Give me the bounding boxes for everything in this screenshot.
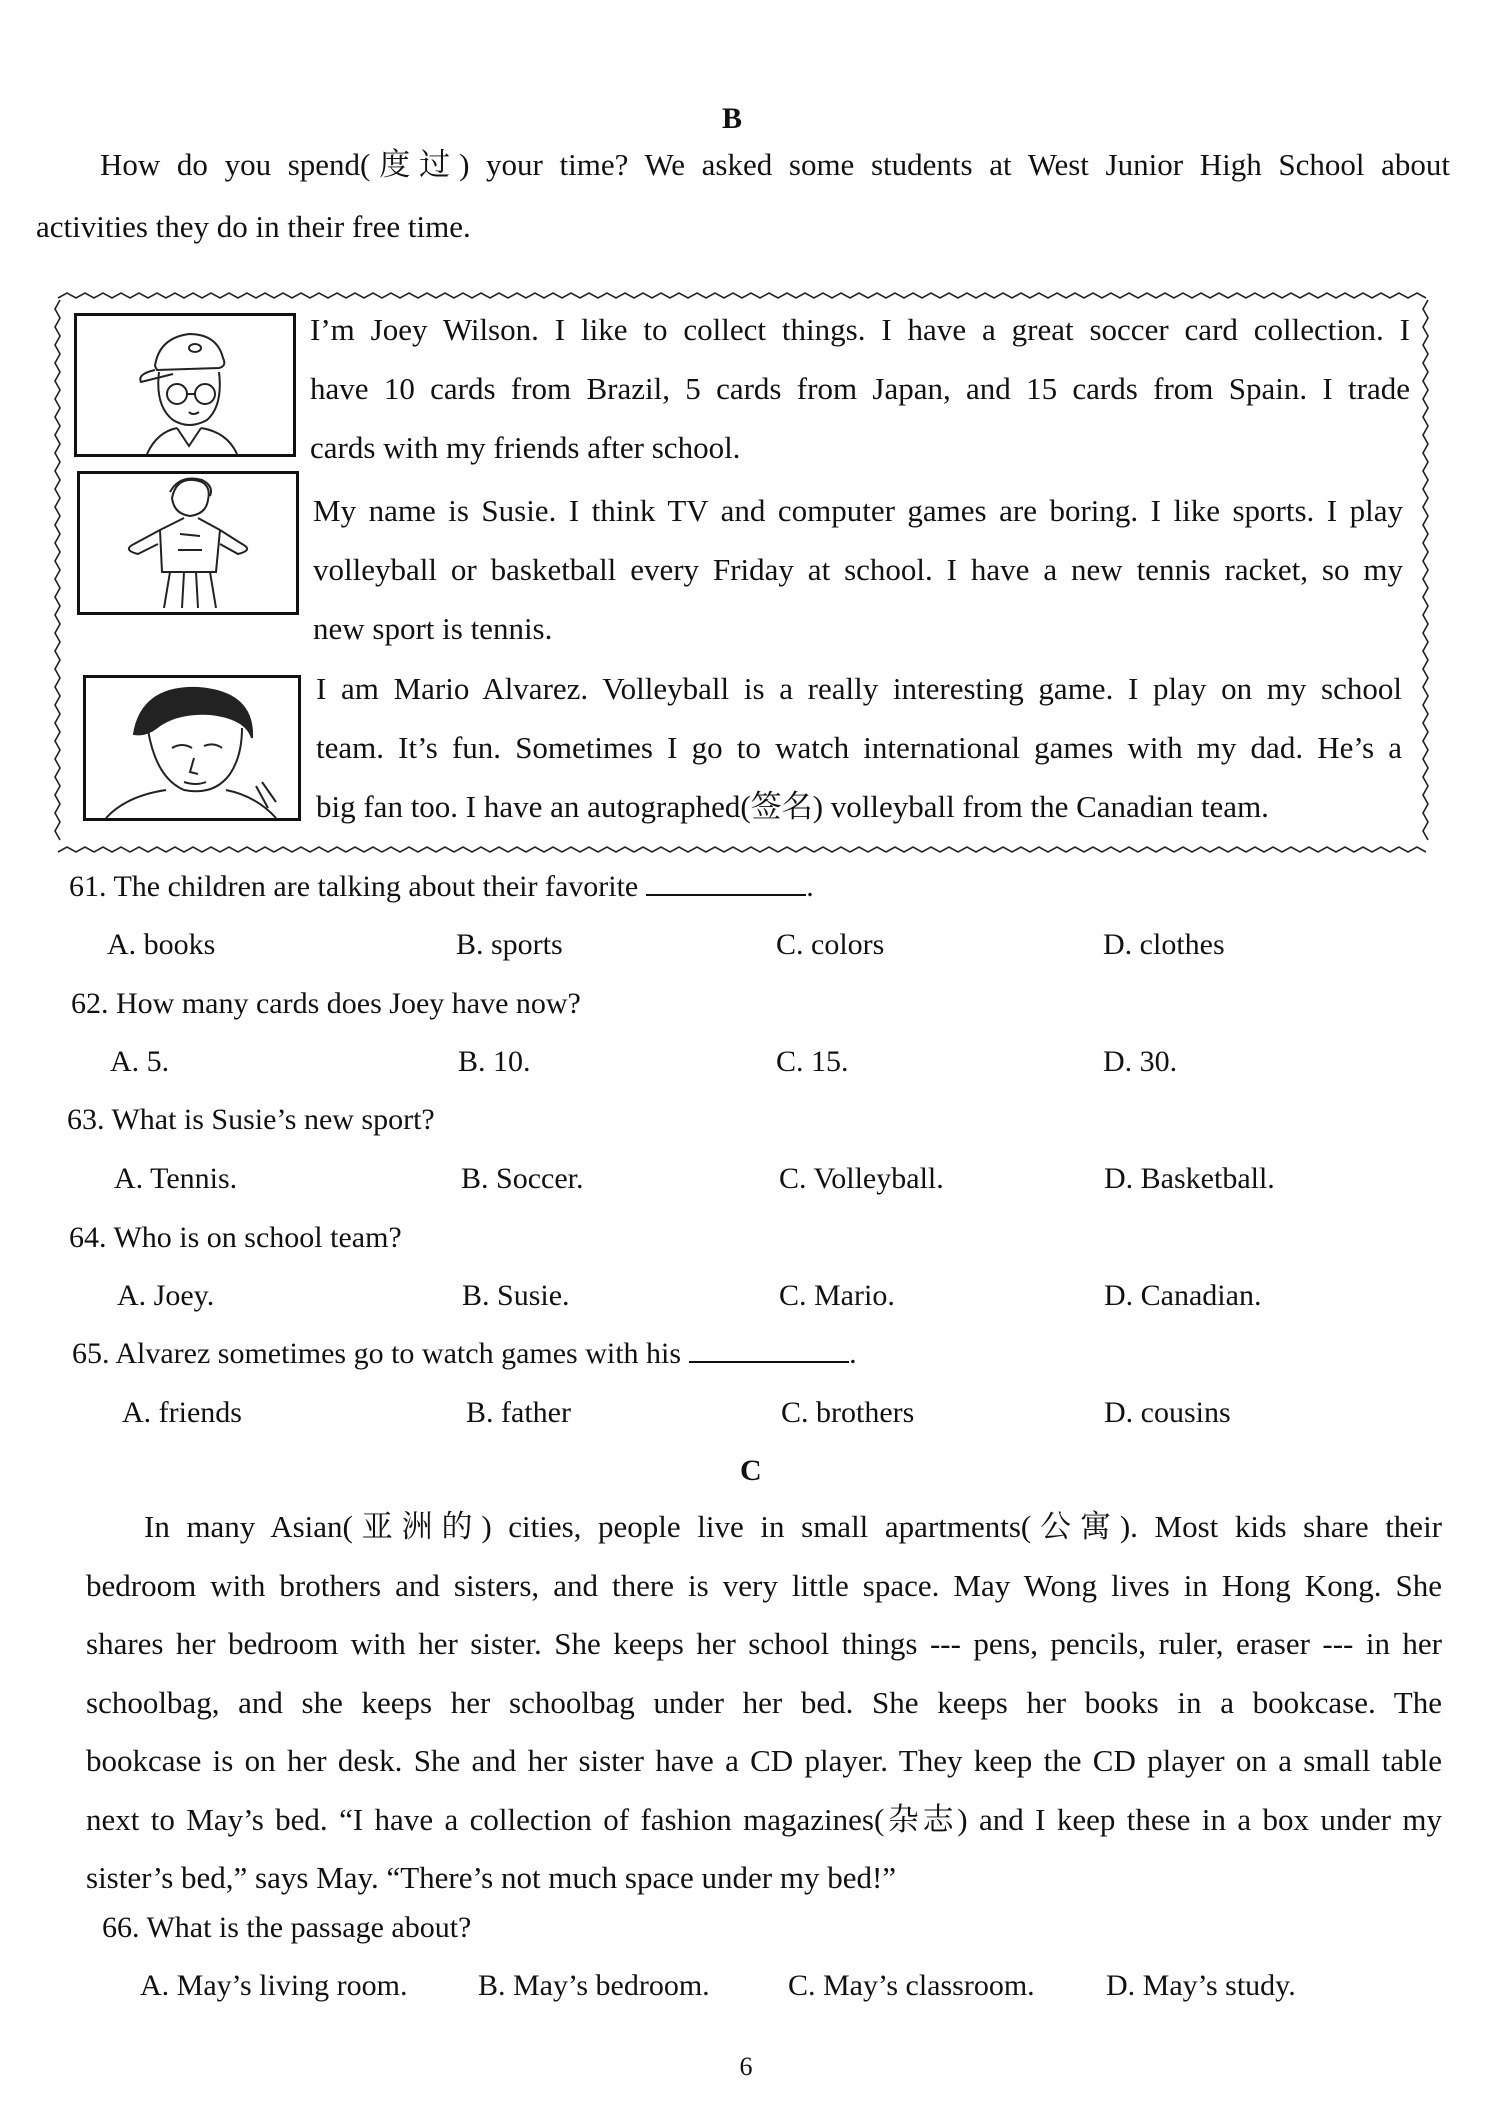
section-b-intro-line1: How do you spend(度过) your time? We asked some students at West Junior High School about [100, 147, 1450, 182]
question-65-option-b: B. father [466, 1396, 571, 1429]
answer-blank [689, 1337, 849, 1363]
question-65-text: 65. Alvarez sometimes go to watch games with his [72, 1337, 682, 1370]
mario-line-3: big fan too. I have an autographed(签名) volleyball from the Canadian team. [316, 789, 1269, 824]
section-b-title: B [722, 102, 743, 135]
joey-portrait-image [74, 313, 296, 457]
question-66-option-d: D. May’s study. [1106, 1969, 1296, 2002]
mario-portrait-image [83, 675, 301, 821]
question-61: 61. The children are talking about their favorite . [69, 870, 814, 903]
question-65-option-c: C. brothers [781, 1396, 915, 1429]
question-66: 66. What is the passage about? [102, 1911, 472, 1944]
joey-line-2: have 10 cards from Brazil, 5 cards from Japan, and 15 cards from Spain. I trade [310, 371, 1410, 406]
question-63-option-a: A. Tennis. [114, 1162, 238, 1195]
question-64-option-b: B. Susie. [462, 1279, 570, 1312]
question-66-option-c: C. May’s classroom. [788, 1969, 1035, 2002]
passage-line-5: bookcase is on her desk. She and her sister have a CD player. They keep the CD player on a small table [86, 1743, 1442, 1778]
question-62-option-b: B. 10. [458, 1045, 531, 1078]
passage-line-6: next to May’s bed. “I have a collection of fashion magazines(杂志) and I keep these in a box under my [86, 1801, 1442, 1837]
mario-paragraph [316, 659, 1402, 836]
question-63-option-b: B. Soccer. [461, 1162, 584, 1195]
mario-line-2: team. It’s fun. Sometimes I go to watch international games with my dad. He’s a [316, 730, 1402, 765]
question-62: 62. How many cards does Joey have now? [71, 987, 581, 1020]
joey-paragraph [310, 300, 1410, 477]
question-64: 64. Who is on school team? [69, 1221, 402, 1254]
passage-line-3: shares her bedroom with her sister. She keeps her school things --- pens, pencils, ruler, eraser --- in her [86, 1626, 1442, 1661]
page-number: 6 [739, 2052, 753, 2081]
question-66-option-a: A. May’s living room. [140, 1969, 408, 2002]
question-61-text: 61. The children are talking about their favorite [69, 870, 639, 903]
susie-line-1: My name is Susie. I think TV and computer games are boring. I like sports. I play [313, 493, 1403, 528]
passage-line-1: In many Asian(亚洲的) cities, people live in small apartments(公寓). Most kids share their [144, 1509, 1442, 1544]
question-62-option-c: C. 15. [776, 1045, 849, 1078]
question-65-option-a: A. friends [122, 1396, 242, 1429]
section-c-passage [86, 1498, 1442, 1908]
question-61-option-d: D. clothes [1103, 928, 1225, 961]
susie-line-3: new sport is tennis. [313, 611, 553, 646]
question-63-option-c: C. Volleyball. [779, 1162, 944, 1195]
question-66-option-b: B. May’s bedroom. [478, 1969, 710, 2002]
passage-line-7: sister’s bed,” says May. “There’s not much space under my bed!” [86, 1860, 897, 1895]
question-63-option-d: D. Basketball. [1104, 1162, 1275, 1195]
susie-line-2: volleyball or basketball every Friday at school. I have a new tennis racket, so my [313, 552, 1403, 587]
question-63: 63. What is Susie’s new sport? [67, 1103, 435, 1136]
susie-paragraph [313, 481, 1403, 658]
mario-line-1: I am Mario Alvarez. Volleyball is a really interesting game. I play on my school [316, 671, 1402, 706]
joey-line-1: I’m Joey Wilson. I like to collect things. I have a great soccer card collection. I [310, 312, 1410, 347]
students-box [52, 290, 1432, 856]
question-64-option-d: D. Canadian. [1104, 1279, 1262, 1312]
susie-portrait-image [77, 471, 299, 615]
question-64-option-c: C. Mario. [779, 1279, 895, 1312]
question-64-option-a: A. Joey. [117, 1279, 215, 1312]
question-65-option-d: D. cousins [1104, 1396, 1231, 1429]
question-62-option-d: D. 30. [1103, 1045, 1178, 1078]
question-65: 65. Alvarez sometimes go to watch games with his . [72, 1337, 857, 1370]
question-61-option-a: A. books [107, 928, 216, 961]
question-61-option-c: C. colors [776, 928, 885, 961]
answer-blank [646, 870, 806, 896]
section-b-intro-line2: activities they do in their free time. [36, 209, 471, 244]
passage-line-4: schoolbag, and she keeps her schoolbag under her bed. She keeps her books in a bookcase. The [86, 1684, 1442, 1720]
question-61-option-b: B. sports [456, 928, 563, 961]
joey-line-3: cards with my friends after school. [310, 430, 741, 465]
section-c-title: C [740, 1454, 762, 1487]
passage-line-2: bedroom with brothers and sisters, and there is very little space. May Wong lives in Hong Kong. She [86, 1567, 1442, 1603]
question-62-option-a: A. 5. [110, 1045, 170, 1078]
